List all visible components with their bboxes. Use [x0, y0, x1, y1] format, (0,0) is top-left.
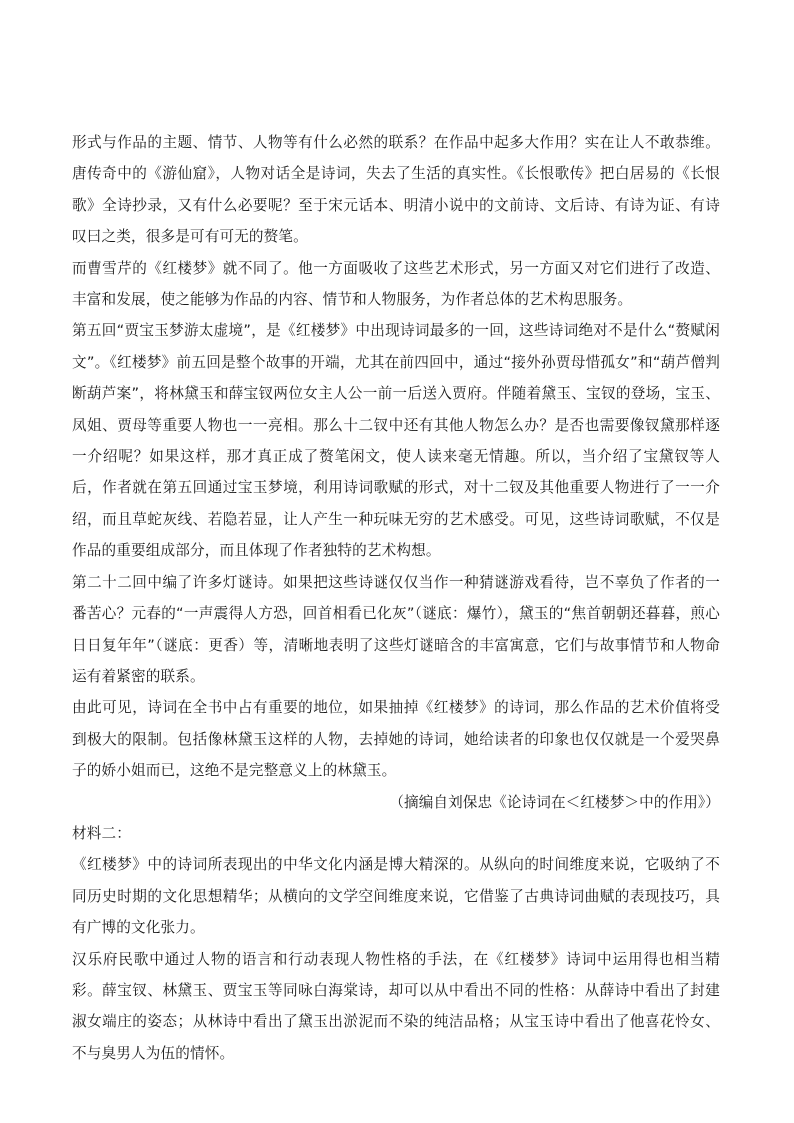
material-paragraph-culture: 《红楼梦》中的诗词所表现出的中华文化内涵是博大精深的。从纵向的时间维度来说，它吸纳了不同历史时期的文化思想精华；从横向的文学空间维度来说，它借鉴了古典诗词曲赋的表现技巧，具有广博的文化张力。 [72, 856, 720, 937]
paragraph-chapter-twenty-two: 第二十二回中编了许多灯谜诗。如果把这些诗谜仅仅当作一种猜谜游戏看待，岂不辜负了作者的一番苦心？元春的“一声震得人方恐，回首相看已化灰”（谜底：爆竹），黛玉的“焦首朝朝还暮暮，煎心日日复年年”（谜底：更香）等，清晰地表明了这些灯谜暗含的丰富寓意，它们与故事情节和人物命运有着紧密的联系。 [72, 573, 720, 685]
document-body [72, 127, 720, 1069]
paragraph-form-and-function: 形式与作品的主题、情节、人物等有什么必然的联系？在作品中起多大作用？实在让人不敢恭维。唐传奇中的《游仙窟》，人物对话全是诗词，失去了生活的真实性。《长恨歌传》把白居易的《长恨歌》全诗抄录，又有什么必要呢？至于宋元话本、明清小说中的文前诗、文后诗、有诗为证、有诗叹曰之类，很多是可有可无的赘笔。 [72, 134, 720, 246]
paragraph-chapter-five: 第五回“贾宝玉梦游太虚境”，是《红楼梦》中出现诗词最多的一回，这些诗词绝对不是什么“赘赋闲文”。《红楼梦》前五回是整个故事的开端，尤其在前四回中，通过“接外孙贾母惜孤女”和“葫芦僧判断葫芦案”，将林黛玉和薛宝钗两位女主人公一前一后送入贾府。伴随着黛玉、宝钗的登场，宝玉、凤姐、贾母等重要人物也一一亮相。那么十二钗中还有其他人物怎么办？是否也需要像钗黛那样逐一介绍呢？如果这样，那才真正成了赘笔闲文，使人读来毫无情趣。所以，当介绍了宝黛钗等人后，作者就在第五回通过宝玉梦境，利用诗词歌赋的形式，对十二钗及其他重要人物进行了一一介绍，而且草蛇灰线、若隐若显，让人产生一种玩味无穷的艺术感受。可见，这些诗词歌赋，不仅是作品的重要组成部分，而且体现了作者独特的艺术构想。 [72, 322, 720, 560]
source-citation: （摘编自刘保忠《论诗词在＜红楼梦＞中的作用》） [389, 793, 720, 811]
material-paragraph-yuefu: 汉乐府民歌中通过人物的语言和行动表现人物性格的手法，在《红楼梦》诗词中运用得也相当精彩。薛宝钗、林黛玉、贾宝玉等同咏白海棠诗，却可以从中看出不同的性格：从薛诗中看出了封建淑女端庄的姿态；从林诗中看出了黛玉出淤泥而不染的纯洁品格；从宝玉诗中看出了他喜花怜女、不与臭男人为伍的情怀。 [72, 950, 720, 1062]
paragraph-conclusion: 由此可见，诗词在全书中占有重要的地位，如果抽掉《红楼梦》的诗词，那么作品的艺术价值将受到极大的限制。包括像林黛玉这样的人物，去掉她的诗词，她给读者的印象也仅仅就是一个爱哭鼻子的娇小姐而已，这绝不是完整意义上的林黛玉。 [72, 699, 720, 780]
material-two-heading: 材料二： [72, 824, 131, 842]
paragraph-cao-xueqin: 而曹雪芹的《红楼梦》就不同了。他一方面吸收了这些艺术形式，另一方面又对它们进行了改造、丰富和发展，使之能够为作品的内容、情节和人物服务，为作者总体的艺术构思服务。 [72, 259, 720, 309]
